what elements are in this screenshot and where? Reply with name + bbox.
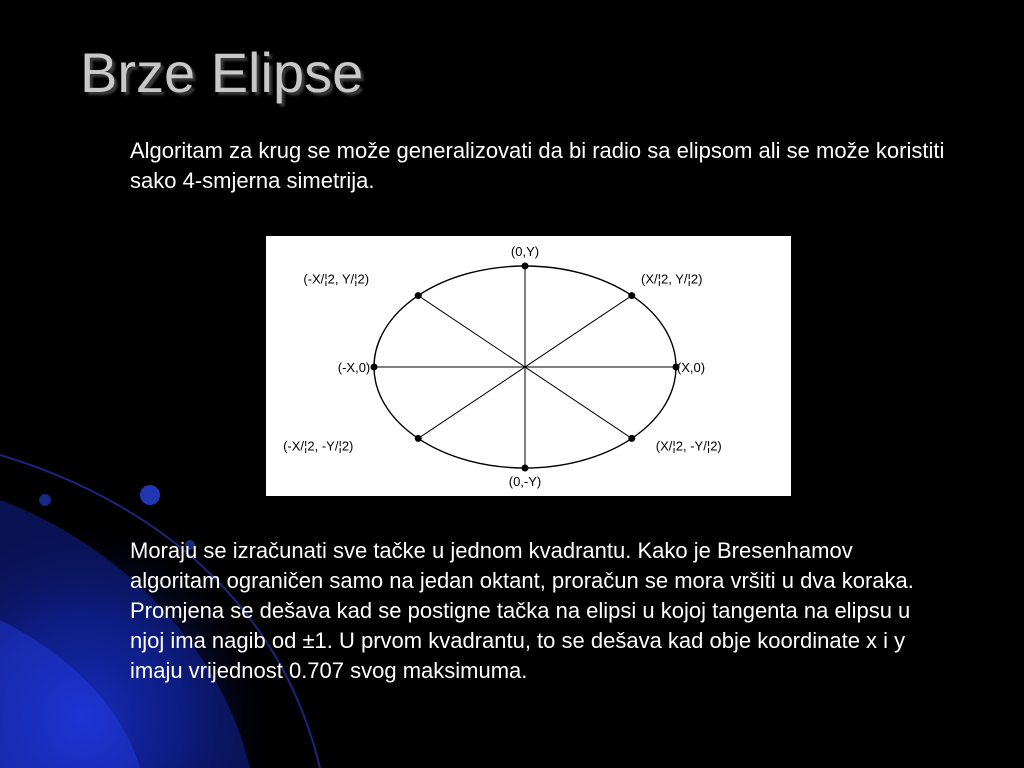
point-top (522, 263, 529, 270)
label-lower-left: (-X/¦2, -Y/¦2) (283, 438, 354, 454)
point-lower-left (415, 435, 422, 442)
label-bottom: (0,-Y) (508, 474, 542, 489)
point-left (371, 364, 378, 371)
label-left: (-X,0) (337, 360, 371, 375)
ellipse-diagram-svg (266, 236, 791, 496)
explanation-paragraph: Moraju se izračunati sve tačke u jednom kvadrantu. Kako je Bresenhamov algoritam ograničen samo na jedan oktant, proračun se mora vršiti u dva koraka. Promjena se dešava kad se postigne tačka na elipsi u kojoj tangenta na elipsu u njoj ima nagib od ±1. U prvom kvadrantu, to se dešava kad obje koordinate x i y imaju vrijednost 0.707 svog maksimuma. (130, 538, 914, 683)
intro-paragraph: Algoritam za krug se može generalizovati da bi radio sa elipsom ali se može koristiti sako 4-smjerna simetrija. (130, 138, 945, 193)
slide-title: Brze Elipse (80, 41, 364, 104)
point-upper-right (628, 292, 635, 299)
label-upper-left: (-X/¦2, Y/¦2) (303, 271, 370, 287)
label-upper-right: (X/¦2, Y/¦2) (641, 271, 703, 287)
point-upper-left (415, 292, 422, 299)
label-right: (X,0) (676, 360, 706, 375)
label-top: (0,Y) (510, 244, 540, 259)
point-bottom (522, 465, 529, 472)
ellipse-symmetry-diagram (266, 236, 791, 496)
label-lower-right: (X/¦2, -Y/¦2) (655, 438, 722, 454)
point-lower-right (628, 435, 635, 442)
